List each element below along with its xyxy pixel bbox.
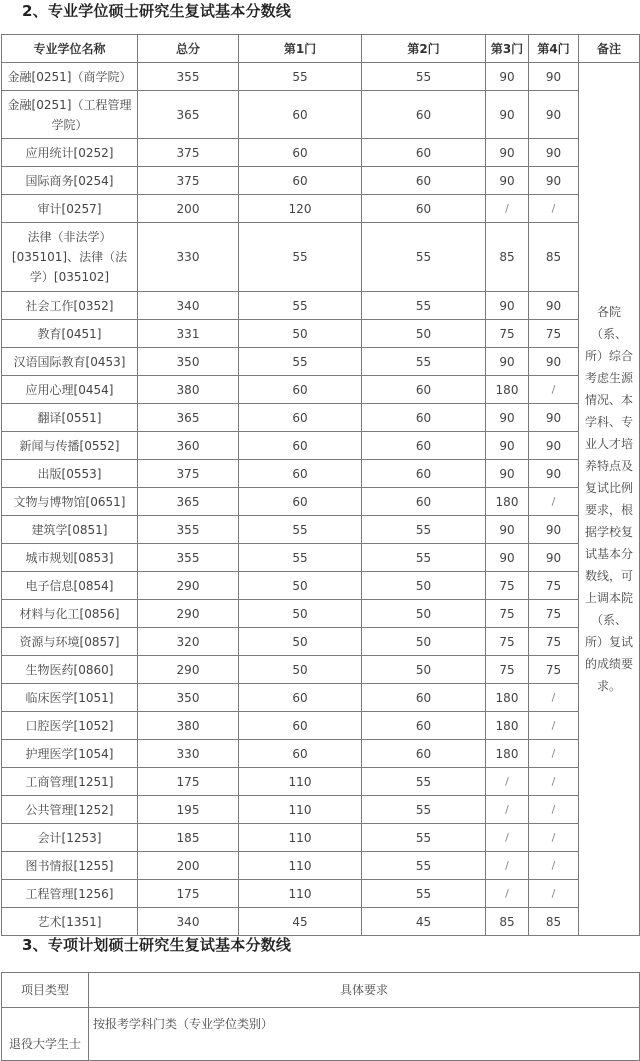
subject-3-cell: 75 [486,656,529,684]
subject-4-cell: / [529,488,579,516]
section-3-title: 3、专项计划硕士研究生复试基本分数线 [22,936,292,954]
subject-3-cell: 90 [486,91,529,139]
subject-2-cell: 50 [362,320,486,348]
header-subject-3: 第3门 [486,35,529,63]
subject-4-cell: 75 [529,656,579,684]
total-score-cell: 320 [138,628,239,656]
subject-2-cell: 50 [362,656,486,684]
subject-2-cell: 50 [362,572,486,600]
subject-1-cell: 60 [239,488,362,516]
subject-3-cell: 90 [486,460,529,488]
subject-2-cell: 55 [362,63,486,91]
subject-3-cell: / [486,824,529,852]
table-row [2,908,640,936]
subject-1-cell: 55 [239,223,362,292]
subject-4-cell: / [529,768,579,796]
degree-name-cell: 材料与化工[0856] [2,600,138,628]
total-score-cell: 175 [138,768,239,796]
subject-2-cell: 50 [362,600,486,628]
table-row [2,852,640,880]
header-subject-4: 第4门 [529,35,579,63]
total-score-cell: 290 [138,600,239,628]
degree-name-cell: 金融[0251]（商学院） [2,63,138,91]
subject-1-cell: 60 [239,740,362,768]
subject-2-cell: 55 [362,544,486,572]
total-score-cell: 340 [138,908,239,936]
subject-3-cell: 90 [486,544,529,572]
subject-1-cell: 50 [239,572,362,600]
subject-4-cell: / [529,740,579,768]
subject-2-cell: 60 [362,684,486,712]
header-degree-name: 专业学位名称 [2,35,138,63]
table-row [2,516,640,544]
degree-name-cell: 汉语国际教育[0453] [2,348,138,376]
subject-4-cell: 90 [529,292,579,320]
total-score-cell: 350 [138,348,239,376]
subject-4-cell: 75 [529,320,579,348]
degree-name-cell: 工程管理[1256] [2,880,138,908]
subject-3-cell: 90 [486,292,529,320]
subject-4-cell: / [529,684,579,712]
subject-2-cell: 60 [362,139,486,167]
project-type-cell: 退役大学生士 [2,1008,89,1061]
subject-3-cell: 180 [486,684,529,712]
subject-3-cell: 90 [486,167,529,195]
table-header-row [2,35,640,63]
table-row [2,320,640,348]
subject-2-cell: 55 [362,796,486,824]
header-subject-1: 第1门 [239,35,362,63]
subject-4-cell: 90 [529,63,579,91]
subject-4-cell: 75 [529,572,579,600]
subject-3-cell: 75 [486,572,529,600]
subject-3-cell: 90 [486,432,529,460]
table-row [2,712,640,740]
subject-4-cell: 90 [529,348,579,376]
header-total: 总分 [138,35,239,63]
subject-1-cell: 60 [239,91,362,139]
table-row [2,544,640,572]
total-score-cell: 365 [138,91,239,139]
table-header-row [2,973,640,1008]
degree-name-cell: 会计[1253] [2,824,138,852]
subject-1-cell: 50 [239,600,362,628]
table-row [2,768,640,796]
subject-4-cell: 90 [529,167,579,195]
subject-1-cell: 110 [239,880,362,908]
subject-2-cell: 60 [362,740,486,768]
table-row [2,600,640,628]
subject-2-cell: 60 [362,432,486,460]
subject-1-cell: 110 [239,852,362,880]
subject-1-cell: 60 [239,139,362,167]
table-row [2,684,640,712]
degree-name-cell: 教育[0451] [2,320,138,348]
total-score-cell: 375 [138,139,239,167]
subject-3-cell: 180 [486,740,529,768]
subject-4-cell: / [529,376,579,404]
subject-3-cell: 90 [486,516,529,544]
subject-2-cell: 50 [362,628,486,656]
subject-2-cell: 55 [362,880,486,908]
subject-4-cell: 90 [529,544,579,572]
subject-1-cell: 120 [239,195,362,223]
total-score-cell: 200 [138,852,239,880]
subject-2-cell: 60 [362,712,486,740]
subject-2-cell: 60 [362,91,486,139]
subject-4-cell: 85 [529,908,579,936]
table-row [2,292,640,320]
subject-4-cell: / [529,796,579,824]
subject-1-cell: 60 [239,404,362,432]
subject-1-cell: 55 [239,516,362,544]
subject-4-cell: 90 [529,91,579,139]
degree-name-cell: 金融[0251]（工程管理学院） [2,91,138,139]
table-row [2,1008,640,1061]
total-score-cell: 200 [138,195,239,223]
subject-3-cell: / [486,195,529,223]
table-row [2,572,640,600]
total-score-cell: 175 [138,880,239,908]
subject-4-cell: / [529,852,579,880]
total-score-cell: 290 [138,656,239,684]
degree-name-cell: 审计[0257] [2,195,138,223]
subject-3-cell: 90 [486,404,529,432]
table-row [2,195,640,223]
subject-4-cell: / [529,712,579,740]
total-score-cell: 195 [138,796,239,824]
subject-1-cell: 45 [239,908,362,936]
degree-name-cell: 国际商务[0254] [2,167,138,195]
subject-4-cell: 75 [529,600,579,628]
table-row [2,91,640,139]
degree-name-cell: 应用心理[0454] [2,376,138,404]
subject-1-cell: 60 [239,432,362,460]
subject-2-cell: 45 [362,908,486,936]
remark-cell: 各院（系、所）综合考虑生源情况、本学科、专业人才培养特点及复试比例要求，根据学校复试基本分数线，可上调本院（系、所）复试的成绩要求。 [579,63,640,936]
subject-4-cell: / [529,880,579,908]
subject-4-cell: / [529,195,579,223]
subject-1-cell: 50 [239,320,362,348]
subject-2-cell: 55 [362,292,486,320]
degree-name-cell: 法律（非法学）[035101]、法律（法学）[035102] [2,223,138,292]
subject-1-cell: 110 [239,796,362,824]
total-score-cell: 380 [138,712,239,740]
subject-4-cell: 90 [529,139,579,167]
degree-name-cell: 护理医学[1054] [2,740,138,768]
header-subject-2: 第2门 [362,35,486,63]
degree-name-cell: 建筑学[0851] [2,516,138,544]
subject-1-cell: 55 [239,544,362,572]
header-requirements: 具体要求 [89,973,640,1008]
subject-3-cell: 85 [486,223,529,292]
degree-name-cell: 文物与博物馆[0651] [2,488,138,516]
subject-3-cell: 85 [486,908,529,936]
degree-name-cell: 口腔医学[1052] [2,712,138,740]
section-2-title: 2、专业学位硕士研究生复试基本分数线 [22,2,292,20]
total-score-cell: 375 [138,167,239,195]
subject-3-cell: / [486,852,529,880]
subject-1-cell: 110 [239,768,362,796]
degree-name-cell: 社会工作[0352] [2,292,138,320]
subject-3-cell: 90 [486,139,529,167]
subject-4-cell: 90 [529,432,579,460]
subject-2-cell: 55 [362,516,486,544]
degree-name-cell: 电子信息[0854] [2,572,138,600]
degree-name-cell: 公共管理[1252] [2,796,138,824]
subject-4-cell: 85 [529,223,579,292]
subject-3-cell: 75 [486,600,529,628]
total-score-cell: 355 [138,544,239,572]
table-row [2,139,640,167]
subject-2-cell: 55 [362,824,486,852]
degree-name-cell: 艺术[1351] [2,908,138,936]
subject-1-cell: 60 [239,376,362,404]
table-row [2,404,640,432]
total-score-cell: 365 [138,404,239,432]
table-row [2,740,640,768]
table-row [2,376,640,404]
degree-name-cell: 资源与环境[0857] [2,628,138,656]
subject-2-cell: 60 [362,460,486,488]
total-score-cell: 185 [138,824,239,852]
degree-name-cell: 生物医药[0860] [2,656,138,684]
subject-1-cell: 60 [239,684,362,712]
professional-degree-score-table [1,34,640,936]
subject-1-cell: 60 [239,712,362,740]
total-score-cell: 380 [138,376,239,404]
degree-name-cell: 出版[0553] [2,460,138,488]
table-row [2,348,640,376]
total-score-cell: 331 [138,320,239,348]
subject-4-cell: / [529,824,579,852]
subject-1-cell: 110 [239,824,362,852]
subject-2-cell: 55 [362,348,486,376]
degree-name-cell: 图书情报[1255] [2,852,138,880]
subject-3-cell: 180 [486,488,529,516]
subject-3-cell: 180 [486,376,529,404]
total-score-cell: 355 [138,63,239,91]
table-row [2,880,640,908]
degree-name-cell: 城市规划[0853] [2,544,138,572]
total-score-cell: 330 [138,740,239,768]
subject-2-cell: 60 [362,167,486,195]
total-score-cell: 350 [138,684,239,712]
subject-3-cell: / [486,768,529,796]
total-score-cell: 355 [138,516,239,544]
table-row [2,63,640,91]
subject-1-cell: 60 [239,460,362,488]
subject-4-cell: 90 [529,516,579,544]
subject-2-cell: 60 [362,488,486,516]
subject-1-cell: 50 [239,656,362,684]
subject-2-cell: 60 [362,195,486,223]
degree-name-cell: 应用统计[0252] [2,139,138,167]
table-row [2,628,640,656]
table-row [2,824,640,852]
subject-4-cell: 90 [529,404,579,432]
subject-1-cell: 55 [239,63,362,91]
subject-3-cell: 75 [486,628,529,656]
table-row [2,223,640,292]
subject-3-cell: 180 [486,712,529,740]
subject-3-cell: 90 [486,348,529,376]
subject-4-cell: 75 [529,628,579,656]
table-row [2,460,640,488]
subject-2-cell: 55 [362,223,486,292]
subject-4-cell: 90 [529,460,579,488]
table-row [2,432,640,460]
subject-1-cell: 60 [239,167,362,195]
header-remark: 备注 [579,35,640,63]
subject-1-cell: 55 [239,348,362,376]
degree-name-cell: 临床医学[1051] [2,684,138,712]
total-score-cell: 365 [138,488,239,516]
subject-3-cell: 90 [486,63,529,91]
subject-2-cell: 60 [362,376,486,404]
subject-3-cell: / [486,796,529,824]
table-row [2,167,640,195]
total-score-cell: 340 [138,292,239,320]
subject-1-cell: 55 [239,292,362,320]
subject-2-cell: 55 [362,852,486,880]
total-score-cell: 330 [138,223,239,292]
subject-2-cell: 55 [362,768,486,796]
total-score-cell: 360 [138,432,239,460]
degree-name-cell: 工商管理[1251] [2,768,138,796]
subject-1-cell: 50 [239,628,362,656]
total-score-cell: 375 [138,460,239,488]
subject-3-cell: 75 [486,320,529,348]
table-row [2,796,640,824]
special-plan-score-table [1,972,640,1061]
table-row [2,656,640,684]
subject-2-cell: 60 [362,404,486,432]
requirement-cell: 按报考学科门类（专业学位类别） [89,1008,640,1061]
degree-name-cell: 翻译[0551] [2,404,138,432]
subject-3-cell: / [486,880,529,908]
degree-name-cell: 新闻与传播[0552] [2,432,138,460]
table-row [2,488,640,516]
header-project-type: 项目类型 [2,973,89,1008]
total-score-cell: 290 [138,572,239,600]
